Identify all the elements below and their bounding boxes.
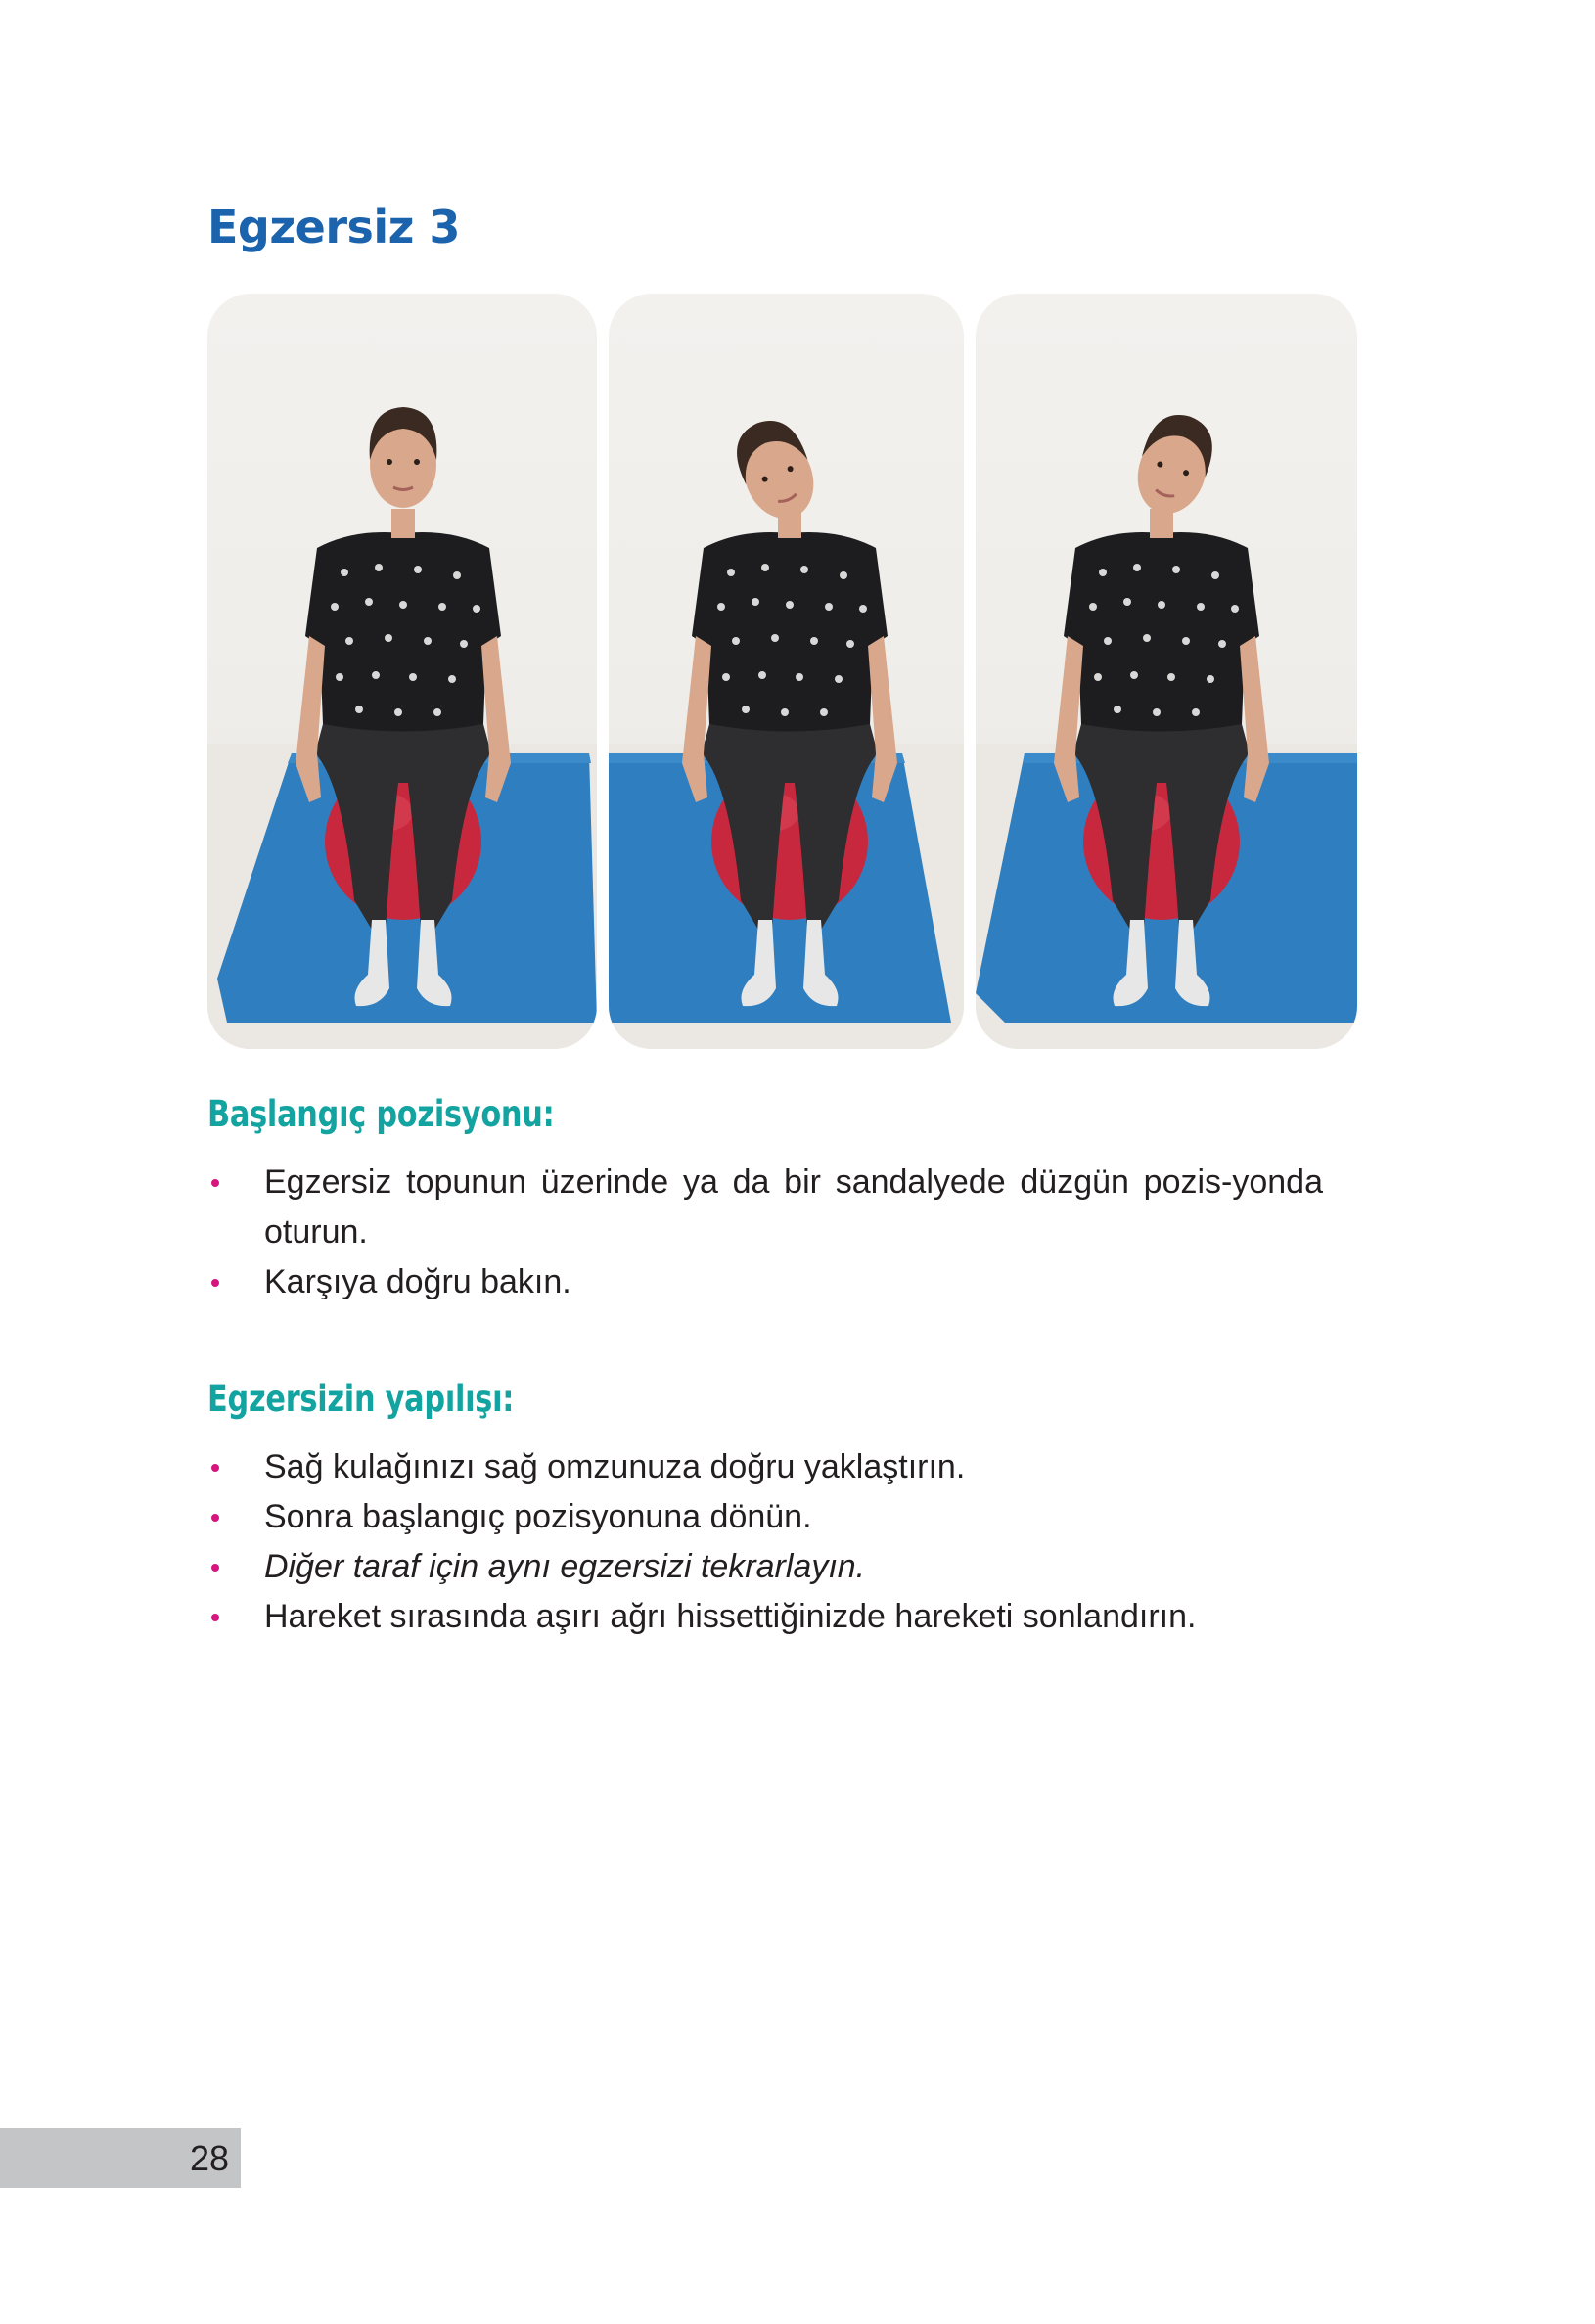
list-item [207, 1542, 1323, 1592]
list-item-text: Hareket sırasında aşırı ağrı hissettiğinizde hareketi sonlandırın. [264, 1598, 1197, 1635]
list-item [207, 1257, 1323, 1307]
list-item [207, 1592, 1323, 1642]
exercise-illustration [207, 294, 597, 1049]
list-item-text: Diğer taraf için aynı egzersizi tekrarlayın. [264, 1548, 866, 1585]
list-item-text: Sağ kulağınızı sağ omzunuza doğru yaklaştırın. [264, 1448, 966, 1485]
starting-position-heading: Başlangıç pozisyonu: [207, 1093, 555, 1135]
list-item [207, 1492, 1323, 1542]
execution-heading: Egzersizin yapılışı: [207, 1378, 515, 1420]
page-title: Egzersiz 3 [207, 201, 460, 253]
bullet-icon [211, 1279, 219, 1287]
page-number: 28 [189, 2138, 229, 2178]
list-item-text: Karşıya doğru bakın. [264, 1263, 571, 1300]
bullet-icon [211, 1179, 219, 1187]
bullet-icon [211, 1614, 219, 1621]
exercise-illustration [609, 294, 964, 1049]
starting-position-list [207, 1158, 1323, 1307]
list-item [207, 1442, 1323, 1492]
list-item [207, 1158, 1323, 1257]
exercise-illustration [976, 294, 1357, 1049]
ear-to-left-shoulder-photo [976, 294, 1357, 1049]
execution-list [207, 1442, 1323, 1642]
bullet-icon [211, 1514, 219, 1522]
starting-position-photo [207, 294, 597, 1049]
bullet-icon [211, 1564, 219, 1572]
ear-to-right-shoulder-photo [609, 294, 964, 1049]
bullet-icon [211, 1464, 219, 1472]
list-item-text: Sonra başlangıç pozisyonuna dönün. [264, 1498, 812, 1535]
page-number-tab [0, 2128, 241, 2188]
list-item-text: Egzersiz topunun üzerinde ya da bir sandalyede düzgün pozis-yonda oturun. [264, 1163, 1323, 1251]
